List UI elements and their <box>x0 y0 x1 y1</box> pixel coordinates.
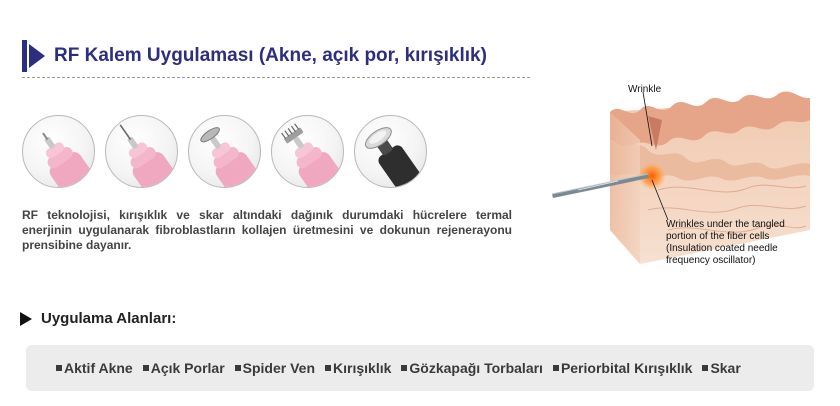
square-bullet-icon <box>401 365 407 371</box>
tag-item <box>56 360 133 376</box>
page-title-row <box>22 40 487 72</box>
description-text: RF teknolojisi, kırışıklık ve skar altındaki dağınık durumdaki hücrelere termal enerjinin uygulanarak fibroblastların kollajen üretmesini ve dokunun rejenerayonu prensibine dayanır. <box>22 208 512 252</box>
pen-tip-thumbnails <box>22 115 427 188</box>
tag-item <box>401 360 543 376</box>
tag-label: Kırışıklık <box>333 360 392 376</box>
tag-item <box>325 360 391 376</box>
tag-label: Aktif Akne <box>64 360 133 376</box>
tag-item <box>553 360 693 376</box>
tag-label: Açık Porlar <box>150 360 225 376</box>
square-bullet-icon <box>702 365 708 371</box>
tag-label: Periorbital Kırışıklık <box>560 360 693 376</box>
tag-label: Skar <box>710 360 741 376</box>
triangle-bullet-icon <box>20 312 32 326</box>
square-bullet-icon <box>553 365 559 371</box>
square-bullet-icon <box>325 365 331 371</box>
page-title: RF Kalem Uygulaması (Akne, açık por, kırışıklık) <box>54 45 487 66</box>
tag-item <box>702 360 740 376</box>
square-bullet-icon <box>56 365 62 371</box>
pen-tip-icon <box>106 116 178 188</box>
pen-tip-icon <box>23 116 95 188</box>
square-bullet-icon <box>143 365 149 371</box>
title-arrow-icon <box>22 40 48 72</box>
pen-tip-thumb-1[interactable] <box>22 115 95 188</box>
title-divider <box>22 77 530 78</box>
application-areas-heading-row <box>20 310 176 327</box>
square-bullet-icon <box>235 365 241 371</box>
tag-item <box>143 360 225 376</box>
pen-tip-thumb-3[interactable] <box>188 115 261 188</box>
pen-tip-thumb-5[interactable] <box>354 115 427 188</box>
pen-tip-icon <box>355 116 427 188</box>
application-areas-heading: Uygulama Alanları: <box>41 310 177 327</box>
wrinkle-detail-label: Wrinkles under the tangled portion of the fiber cells (Insulation coated needle frequency oscillator) <box>666 219 785 266</box>
wrinkle-label: Wrinkle <box>628 84 662 95</box>
pen-tip-icon <box>272 116 344 188</box>
tag-label: Spider Ven <box>242 360 316 376</box>
tag-label: Gözkapağı Torbaları <box>409 360 543 376</box>
application-areas-box <box>26 345 814 391</box>
pen-tip-thumb-2[interactable] <box>105 115 178 188</box>
pen-tip-icon <box>189 116 261 188</box>
tag-item <box>235 360 315 376</box>
pen-tip-thumb-4[interactable] <box>271 115 344 188</box>
